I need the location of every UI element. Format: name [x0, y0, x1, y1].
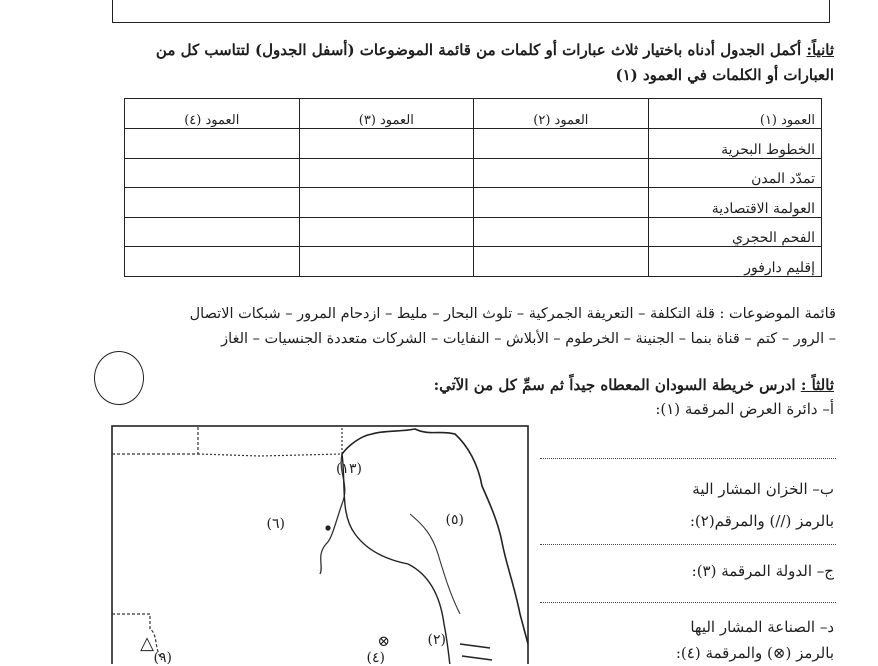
map-frame: [112, 426, 528, 664]
section-3-text: ادرس خريطة السودان المعطاه جيداً ثم سمِّ كل من الآتي:: [433, 376, 796, 394]
map-label-2: (٢): [427, 632, 446, 648]
question-b: [690, 476, 834, 534]
section-2-label: ثانياً:: [806, 41, 834, 59]
question-b-line-1: ب– الخزان المشار الية: [692, 480, 834, 498]
answer-cell[interactable]: [299, 129, 474, 159]
previous-answer-box: [112, 0, 830, 23]
map-label-6: (٦): [266, 516, 285, 532]
topics-list: [106, 302, 836, 352]
column-1-header: العمود (١): [648, 99, 821, 129]
score-circle: [94, 351, 144, 405]
topics-line-1: قائمة الموضوعات : قلة التكلفة – التعريفة الجمركية – تلوث البحار – مليط – ازدحام المرور – شبكات الاتصال: [189, 306, 836, 322]
answer-cell[interactable]: [125, 217, 300, 247]
industry-symbol-icon: ⊗: [377, 632, 390, 650]
map-label-13: (١٣): [336, 461, 362, 477]
triangle-icon: △: [140, 633, 154, 654]
question-d-line-1: د– الصناعة المشار اليها: [690, 618, 834, 636]
answer-cell[interactable]: [299, 217, 474, 247]
table-row: [125, 188, 822, 218]
map-label-9: (٩): [153, 650, 172, 664]
table-row: [125, 217, 822, 247]
question-a: أ– دائرة العرض المرقمة (١):: [655, 400, 834, 418]
section-2-instructions: [114, 38, 834, 88]
map-border-northwest: [112, 426, 198, 454]
map-label-5: (٥): [445, 512, 464, 528]
row-term: إقليم دارفور: [648, 247, 821, 277]
answer-cell[interactable]: [125, 247, 300, 277]
section-2-text: أكمل الجدول أدناه باختيار ثلاث عبارات أو كلمات من قائمة الموضوعات (أسفل الجدول) لتتاسب كل من العبارات أو الكلمات في العمود (١): [155, 41, 834, 84]
question-c: ج– الدولة المرقمة (٣):: [691, 562, 834, 580]
question-d: [676, 614, 834, 666]
answer-cell[interactable]: [474, 188, 649, 218]
reservoir-symbol: [460, 644, 492, 660]
answer-cell[interactable]: [125, 188, 300, 218]
row-term: الخطوط البحرية: [648, 129, 821, 159]
row-term: الفحم الحجري: [648, 217, 821, 247]
city-dot: [325, 525, 330, 530]
matching-table: [124, 98, 822, 277]
answer-cell[interactable]: [125, 129, 300, 159]
nile-river-path: [342, 429, 528, 644]
column-4-header: العمود (٤): [125, 99, 300, 129]
table-row: [125, 247, 822, 277]
row-term: العولمة الاقتصادية: [648, 188, 821, 218]
answer-cell[interactable]: [474, 129, 649, 159]
map-label-4: (٤): [366, 650, 385, 664]
sudan-map: [110, 424, 534, 664]
row-term: تمدّد المدن: [648, 158, 821, 188]
topics-line-2: – الرور – كتم – قناة بنما – الجنينة – الخرطوم – الأبلاش – النفايات – الشركات متعددة الجنسيات – الغاز: [221, 331, 836, 347]
column-2-header: العمود (٢): [474, 99, 649, 129]
question-b-line-2: بالرمز (//) والمرقم(٢):: [689, 512, 834, 530]
answer-cell[interactable]: [474, 217, 649, 247]
table-header-row: [125, 99, 822, 129]
answer-cell[interactable]: [474, 158, 649, 188]
answer-cell[interactable]: [125, 158, 300, 188]
answer-line-b[interactable]: [540, 544, 836, 545]
answer-line-c[interactable]: [540, 602, 836, 603]
section-3-title: [434, 376, 834, 394]
table-row: [125, 158, 822, 188]
question-d-line-2: بالرمز (⊗) والمرقمة (٤):: [675, 644, 834, 662]
answer-cell[interactable]: [474, 247, 649, 277]
answer-cell[interactable]: [299, 247, 474, 277]
table-row: [125, 129, 822, 159]
answer-cell[interactable]: [299, 158, 474, 188]
answer-line-a[interactable]: [540, 458, 836, 459]
answer-cell[interactable]: [299, 188, 474, 218]
tributary-path: [410, 514, 460, 614]
column-3-header: العمود (٣): [299, 99, 474, 129]
section-3-label: ثالثاً :: [800, 376, 834, 394]
map-border-north: [198, 428, 342, 456]
